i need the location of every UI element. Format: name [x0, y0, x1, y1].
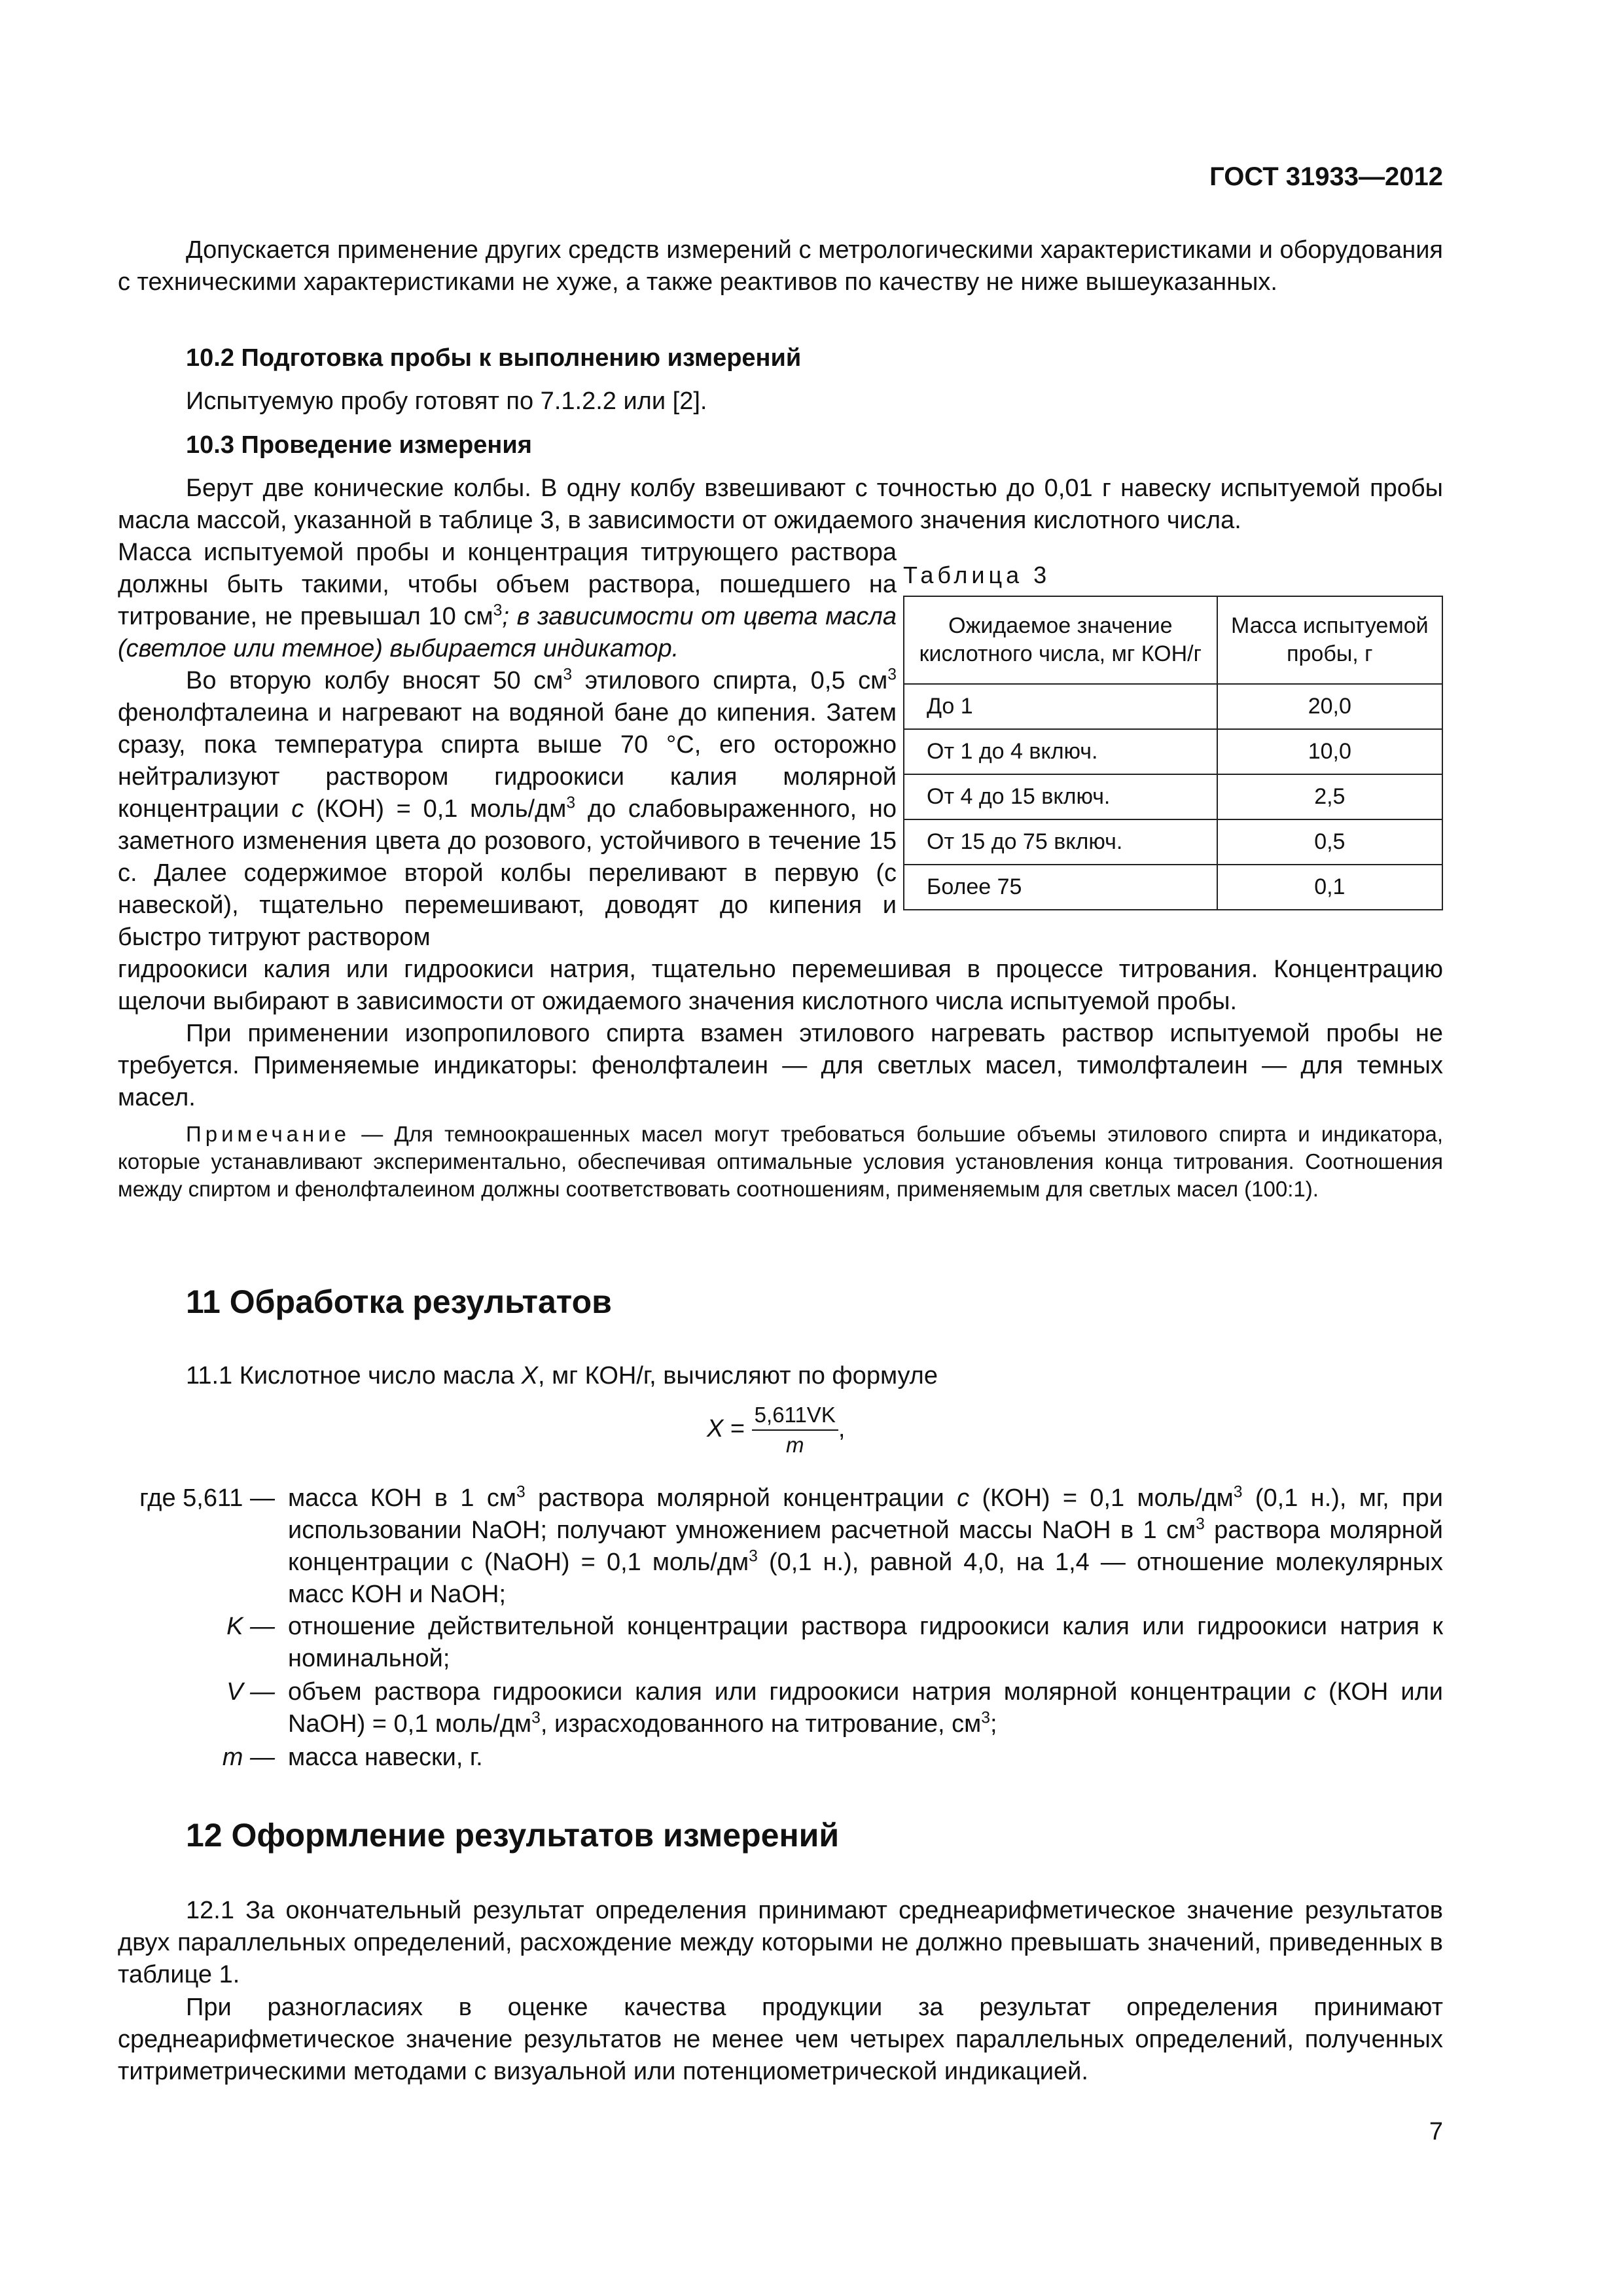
formula-fraction — [752, 1401, 838, 1460]
section-10-3-para-4: При применении изопропилового спирта взамен этилового нагревать раствор испытуемой пробы не требуется. Применяемые индикаторы: фенолфталеин — для светлых масел, тимолфталеин — для темных масел. — [118, 1020, 1443, 1111]
table-cell-mass: 0,5 — [1217, 819, 1442, 865]
section-10-3-title: 10.3 Проведение измерения — [186, 431, 532, 459]
table-header-row — [904, 596, 1442, 684]
formula-lhs: X — [707, 1415, 724, 1443]
section-11-1-text: 11.1 Кислотное число масла X, мг КОН/г, вычисляют по формуле — [186, 1362, 938, 1390]
table-row — [904, 684, 1442, 729]
table-3-caption: Таблица 3 — [903, 562, 1051, 588]
document-id: ГОСТ 31933—2012 — [1209, 162, 1443, 191]
page-number: 7 — [1429, 2118, 1443, 2145]
section-10-3-para-2: Масса испытуемой пробы и концентрация титрующего раствора должны быть такими, чтобы объем раствора, пошедшего на титрование, не превышал 10 $см^3$; в зависимости от цвета масла (светлое или темное) выбирается индикатор. — [118, 539, 897, 662]
table-row — [904, 865, 1442, 910]
intro-paragraph: Допускается применение других средств измерений с метрологическими характеристиками и оборудования с техническими характеристиками не хуже, а также реактивов по качеству не ниже вышеуказанных. — [118, 236, 1443, 296]
section-12-1-text: 12.1 За окончательный результат определения принимают среднеарифметическое значение результатов двух параллельных определений, расхождение между которыми не должно превышать значений, приведенных в таблице 1. — [118, 1897, 1443, 1988]
term-def-5611: масса КОН в 1 $см^3$ раствора молярной концентрации c (КОН) = 0,1 моль/$дм^3$ (0,1 н.), мг, при использовании NaOH; получают умножением расчетной массы NaOH в 1 $см^3$ раствора молярной концентрации c (NaOH) = 0,1 моль/$дм^3$ (0,1 н.), равной 4,0, на 1,4 — отношение молекулярных масс КОН и NaOH; — [288, 1483, 1444, 1608]
table-cell-range: От 1 до 4 включ. — [904, 729, 1217, 774]
formula: X = $\frac{5,611VK}{m}$ , — [707, 1401, 845, 1460]
table-cell-range: Более 75 — [904, 865, 1217, 910]
section-12-title: 12 Оформление результатов измерений — [186, 1817, 840, 1854]
table-cell-mass: 20,0 — [1217, 684, 1442, 729]
table-row — [904, 774, 1442, 819]
table-3 — [903, 596, 1443, 910]
table-cell-mass: 0,1 — [1217, 865, 1442, 910]
table-header-sample-mass: Масса испытуемой пробы, г — [1217, 596, 1442, 684]
term-key-5611: где 5,611 — — [139, 1484, 275, 1512]
formula-denominator: m — [786, 1433, 804, 1457]
note — [118, 1121, 1443, 1203]
section-11-title: 11 Обработка результатов — [186, 1283, 612, 1320]
table-row — [904, 729, 1442, 774]
term-def-k: отношение действительной концентрации раствора гидроокиси калия или гидроокиси натрия к номинальной; — [288, 1613, 1443, 1672]
table-cell-range: От 15 до 75 включ. — [904, 819, 1217, 865]
table-row — [904, 819, 1442, 865]
term-def-v: объем раствора гидроокиси калия или гидроокиси натрия молярной концентрации c (КОН или NaOH) = 0,1 моль/$дм^3$, израсходованного на титрование, $см^3$; — [288, 1678, 1443, 1738]
note-label: Примечание — [186, 1122, 351, 1146]
section-10-2-title: 10.2 Подготовка пробы к выполнению измерений — [186, 344, 802, 372]
term-def-m: масса навески, г. — [288, 1744, 483, 1771]
term-key-m: m — — [222, 1744, 275, 1771]
section-10-3-para-3-continued: гидроокиси калия или гидроокиси натрия, тщательно перемешивая в процессе титрования. Концентрацию щелочи выбирают в зависимости от ожидаемого значения кислотного числа испытуемой пробы. — [118, 956, 1443, 1015]
section-10-3-para-3: Во вторую колбу вносят 50 $см^3$ этилового спирта, 0,5 $см^3$ фенолфталеина и нагревают на водяной бане до кипения. Затем сразу, пока температура спирта выше 70 °С, его осторожно нейтрализуют раствором гидроокиси калия молярной концентрации c (КОН) = 0,1 моль/$дм^3$ до слабовыраженного, но заметного изменения цвета до розового, устойчивого в течение 15 с. Далее содержимое второй колбы переливают в первую (с навеской), тщательно перемешивают, доводят до кипения и быстро титруют раствором — [118, 666, 897, 951]
table-cell-range: До 1 — [904, 684, 1217, 729]
term-key-k: K — — [226, 1613, 275, 1640]
term-key-v: V — — [226, 1678, 275, 1706]
section-10-2-text: Испытуемую пробу готовят по 7.1.2.2 или [2]. — [186, 387, 707, 415]
table-header-expected-value: Ожидаемое значение кислотного числа, мг КОН/г — [904, 596, 1217, 684]
table-cell-mass: 10,0 — [1217, 729, 1442, 774]
formula-numerator: 5,611VK — [752, 1401, 838, 1431]
table-cell-range: От 4 до 15 включ. — [904, 774, 1217, 819]
section-10-3-para-1: Берут две конические колбы. В одну колбу взвешивают с точностью до 0,01 г навеску испытуемой пробы масла массой, указанной в таблице 3, в зависимости от ожидаемого значения кислотного числа. — [118, 475, 1443, 534]
section-12-para-2: При разногласиях в оценке качества продукции за результат определения принимают среднеарифметическое значение результатов не менее чем четырех параллельных определений, полученных титриметрическими методами с визуальной или потенциометрической индикацией. — [118, 1994, 1443, 2085]
note-text: — Для темноокрашенных масел могут требоваться большие объемы этилового спирта и индикатора, которые устанавливают экспериментально, обеспечивая оптимальные условия установления конца титрования. Соотношения между спиртом и фенолфталеином должны соответствовать соотношениям, применяемым для светлых масел (100:1). — [118, 1122, 1443, 1201]
table-cell-mass: 2,5 — [1217, 774, 1442, 819]
